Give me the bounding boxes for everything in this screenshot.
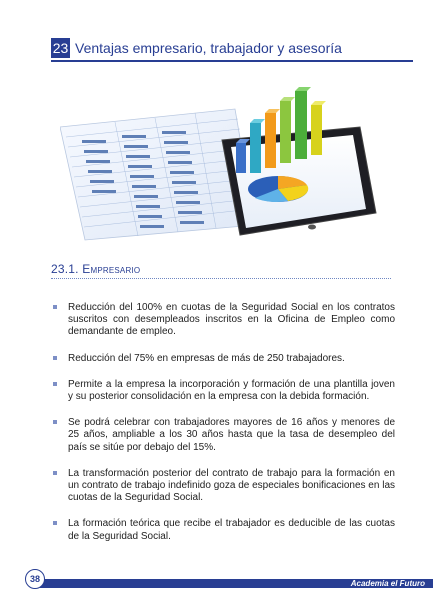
list-item bbox=[53, 417, 395, 454]
square-bullet-icon bbox=[53, 471, 57, 475]
bullet-list bbox=[53, 302, 395, 557]
chapter-rule bbox=[51, 60, 413, 62]
list-item bbox=[53, 379, 395, 403]
spreadsheet-paper bbox=[60, 109, 255, 240]
section-divider bbox=[51, 278, 391, 279]
square-bullet-icon bbox=[53, 521, 57, 525]
square-bullet-icon bbox=[53, 382, 57, 386]
list-item-text: Permite a la empresa la incorporación y formación de una plantilla joven y su posterior consolidación en la empresa con la debida formación. bbox=[68, 378, 395, 403]
section-number: 23.1. bbox=[51, 262, 79, 276]
chapter-title: Ventajas empresario, trabajador y asesoría bbox=[75, 40, 342, 56]
list-item-text: Se podrá celebrar con trabajadores mayores de 16 años y menores de 25 años, ampliable a los 30 años hasta que la tasa de desempleo del país se sitúe por debajo del 15%. bbox=[68, 417, 395, 453]
chapter-header bbox=[51, 38, 413, 58]
square-bullet-icon bbox=[53, 356, 57, 360]
footer-bar bbox=[40, 579, 433, 588]
square-bullet-icon bbox=[53, 305, 57, 309]
list-item bbox=[53, 468, 395, 505]
list-item-text: La transformación posterior del contrato de trabajo para la formación en un contrato de trabajo indefinido goza de especiales bonificaciones en las cuotas de la Seguridad Social. bbox=[68, 467, 395, 504]
list-item-text: La formación teórica que recibe el trabajador es deducible de las cuotas de la Seguridad Social. bbox=[68, 518, 395, 542]
list-item bbox=[53, 518, 395, 542]
list-item bbox=[53, 302, 395, 339]
footer-brand: Academia el Futuro bbox=[350, 579, 425, 588]
list-item bbox=[53, 353, 395, 365]
pie-chart-graphic bbox=[248, 176, 308, 202]
section-heading bbox=[51, 262, 140, 276]
page-number: 38 bbox=[25, 569, 45, 589]
chapter-number: 23 bbox=[52, 40, 69, 56]
list-item-text: Reducción del 100% en cuotas de la Seguridad Social en los contratos suscritos con desempleados inscritos en la Oficina de Empleo como demandante de empleo. bbox=[68, 302, 395, 338]
section-title: Empresario bbox=[82, 262, 141, 276]
illustration-graphic bbox=[60, 85, 385, 245]
list-item-text: Reducción del 75% en empresas de más de 250 trabajadores. bbox=[68, 352, 345, 364]
spreadsheet-tablet-illustration bbox=[60, 85, 385, 245]
square-bullet-icon bbox=[53, 420, 57, 424]
